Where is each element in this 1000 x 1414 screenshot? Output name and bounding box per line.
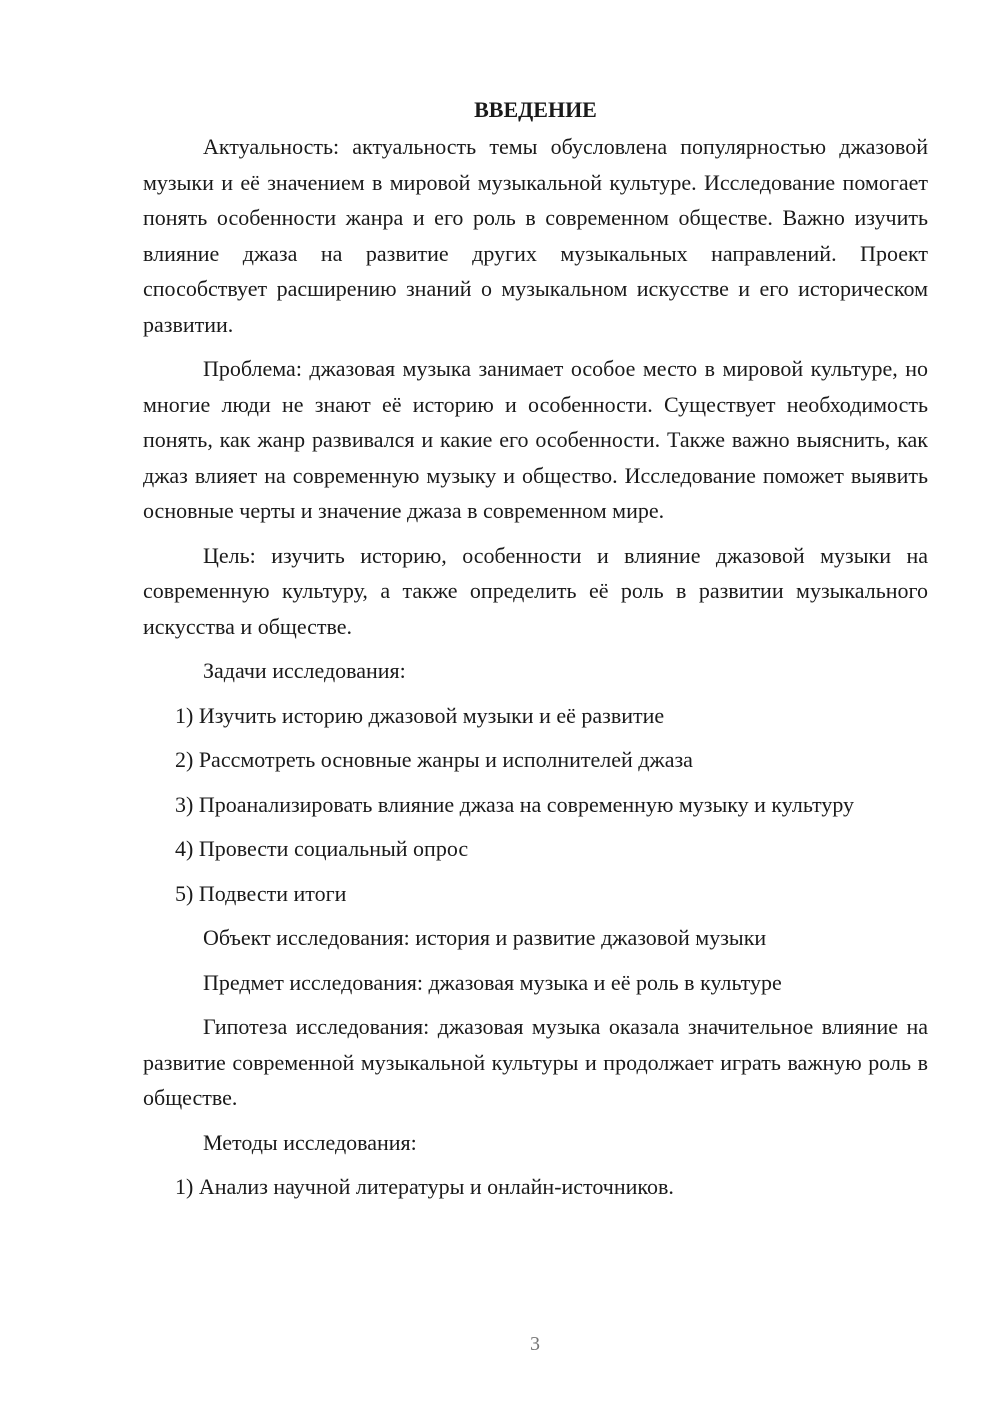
task-item: 3) Проанализировать влияние джаза на современную музыку и культуру [175, 791, 855, 817]
hypothesis-paragraph: Гипотеза исследования: джазовая музыка оказала значительное влияние на развитие современной музыкальной культуры и продолжает играть важную роль в обществе. [143, 1014, 928, 1110]
section-heading: ВВЕДЕНИЕ [474, 97, 597, 122]
page-number: 3 [530, 1333, 540, 1355]
problem-paragraph: Проблема: джазовая музыка занимает особое место в мировой культуре, но многие люди не знают её историю и особенности. Существует необходимость понять, как жанр развивался и какие его особенности. Также важно выяснить, как джаз влияет на современную музыку и общество. Исследование поможет выявить основные черты и значение джаза в современном мире. [143, 356, 928, 523]
task-item: 4) Провести социальный опрос [175, 836, 469, 861]
subject-line: Предмет исследования: джазовая музыка и её роль в культуре [203, 969, 782, 995]
method-item: 1) Анализ научной литературы и онлайн-источников. [175, 1174, 674, 1199]
methods-title: Методы исследования: [203, 1129, 417, 1155]
task-item: 5) Подвести итоги [175, 880, 347, 906]
task-item: 2) Рассмотреть основные жанры и исполнителей джаза [175, 747, 693, 772]
tasks-title: Задачи исследования: [203, 658, 406, 683]
goal-paragraph: Цель: изучить историю, особенности и влияние джазовой музыки на современную культуру, а также определить её роль в развитии музыкального искусства и обществе. [143, 542, 928, 639]
relevance-paragraph: Актуальность: актуальность темы обусловлена популярностью джазовой музыки и её значением в мировой музыкальной культуре. Исследование помогает понять особенности жанра и его роль в современном обществе. Важно изучить влияние джаза на развитие других музыкальных направлений. Проект способствует расширению знаний о музыкальном искусстве и его историческом развитии. [143, 134, 928, 337]
object-line: Объект исследования: история и развитие джазовой музыки [203, 925, 767, 950]
document-page [143, 92, 928, 1214]
task-item: 1) Изучить историю джазовой музыки и её развитие [175, 702, 665, 728]
